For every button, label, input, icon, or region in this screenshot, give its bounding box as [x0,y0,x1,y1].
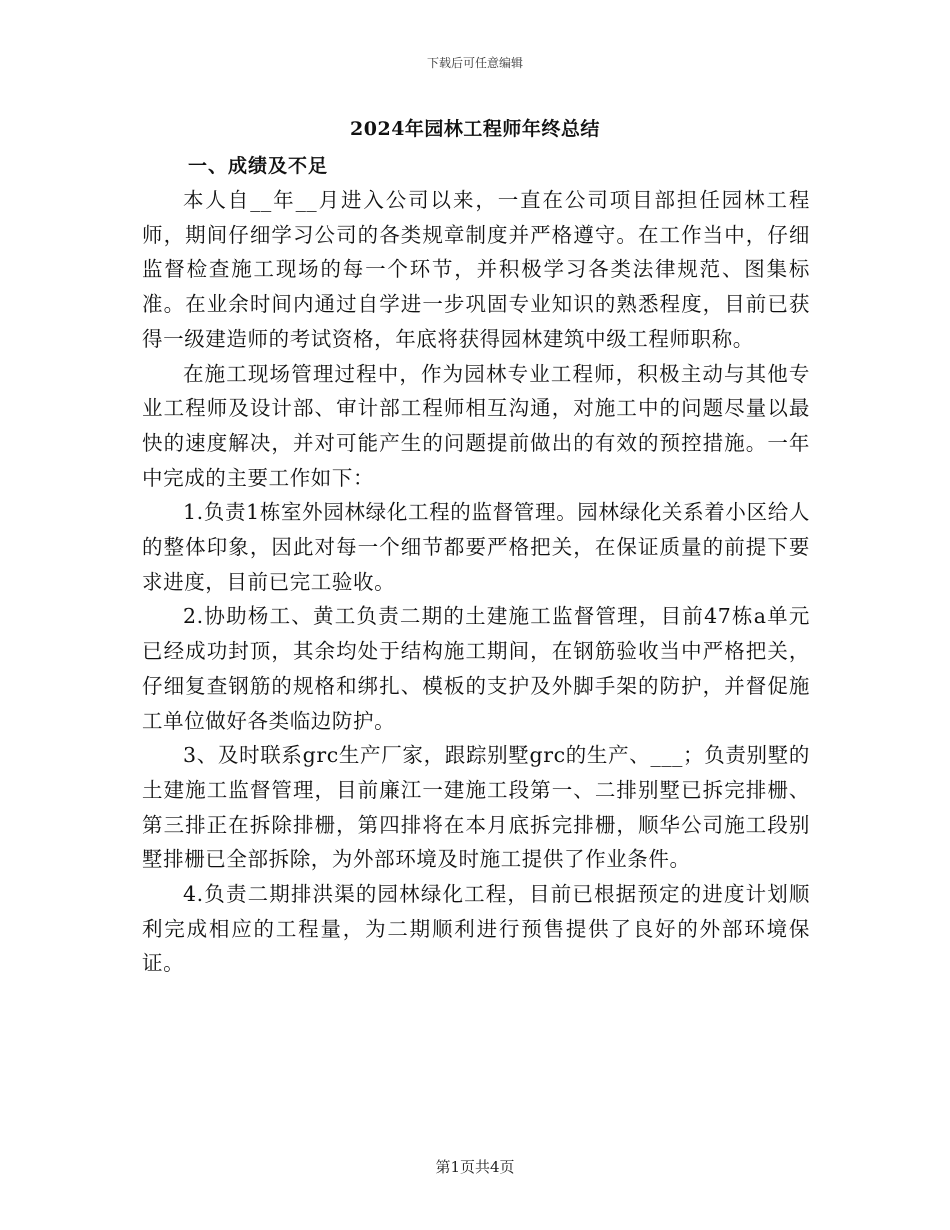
paragraph-item-3: 3、及时联系grc生产厂家，跟踪别墅grc的生产、___；负责别墅的土建施工监督管理，目前廉江一建施工段第一、二排别墅已拆完排栅、第三排正在拆除排栅，第四排将在本月底拆完排栅，顺华公司施工段别墅排栅已全部拆除，为外部环境及时施工提供了作业条件。 [142,743,810,872]
page-header-note: 下载后可任意编辑 [426,56,523,70]
paragraph-item-4: 4.负责二期排洪渠的园林绿化工程，目前已根据预定的进度计划顺利完成相应的工程量，为二期顺利进行预售提供了良好的外部环境保证。 [142,882,810,976]
section-heading: 一、成绩及不足 [188,155,329,177]
page-number: 第1页共4页 [435,1158,515,1176]
paragraph-item-1: 1.负责1栋室外园林绿化工程的监督管理。园林绿化关系着小区给人的整体印象，因此对每一个细节都要严格把关，在保证质量的前提下要求进度，目前已完工验收。 [142,500,810,594]
paragraph-site-management: 在施工现场管理过程中，作为园林专业工程师，积极主动与其他专业工程师及设计部、审计部工程师相互沟通，对施工中的问题尽量以最快的速度解决，并对可能产生的问题提前做出的有效的预控措施。一年中完成的主要工作如下： [142,361,810,490]
document-body [142,183,810,981]
paragraph-item-2: 2.协助杨工、黄工负责二期的土建施工监督管理，目前47栋a单元已经成功封顶，其余均处于结构施工期间，在钢筋验收当中严格把关，仔细复查钢筋的规格和绑扎、模板的支护及外脚手架的防护，并督促施工单位做好各类临边防护。 [142,604,810,733]
document-title: 2024年园林工程师年终总结 [350,118,600,140]
paragraph-intro: 本人自__年__月进入公司以来，一直在公司项目部担任园林工程师，期间仔细学习公司的各类规章制度并严格遵守。在工作当中，仔细监督检查施工现场的每一个环节，并积极学习各类法律规范、图集标准。在业余时间内通过自学进一步巩固专业知识的熟悉程度，目前已获得一级建造师的考试资格，年底将获得园林建筑中级工程师职称。 [142,188,810,351]
